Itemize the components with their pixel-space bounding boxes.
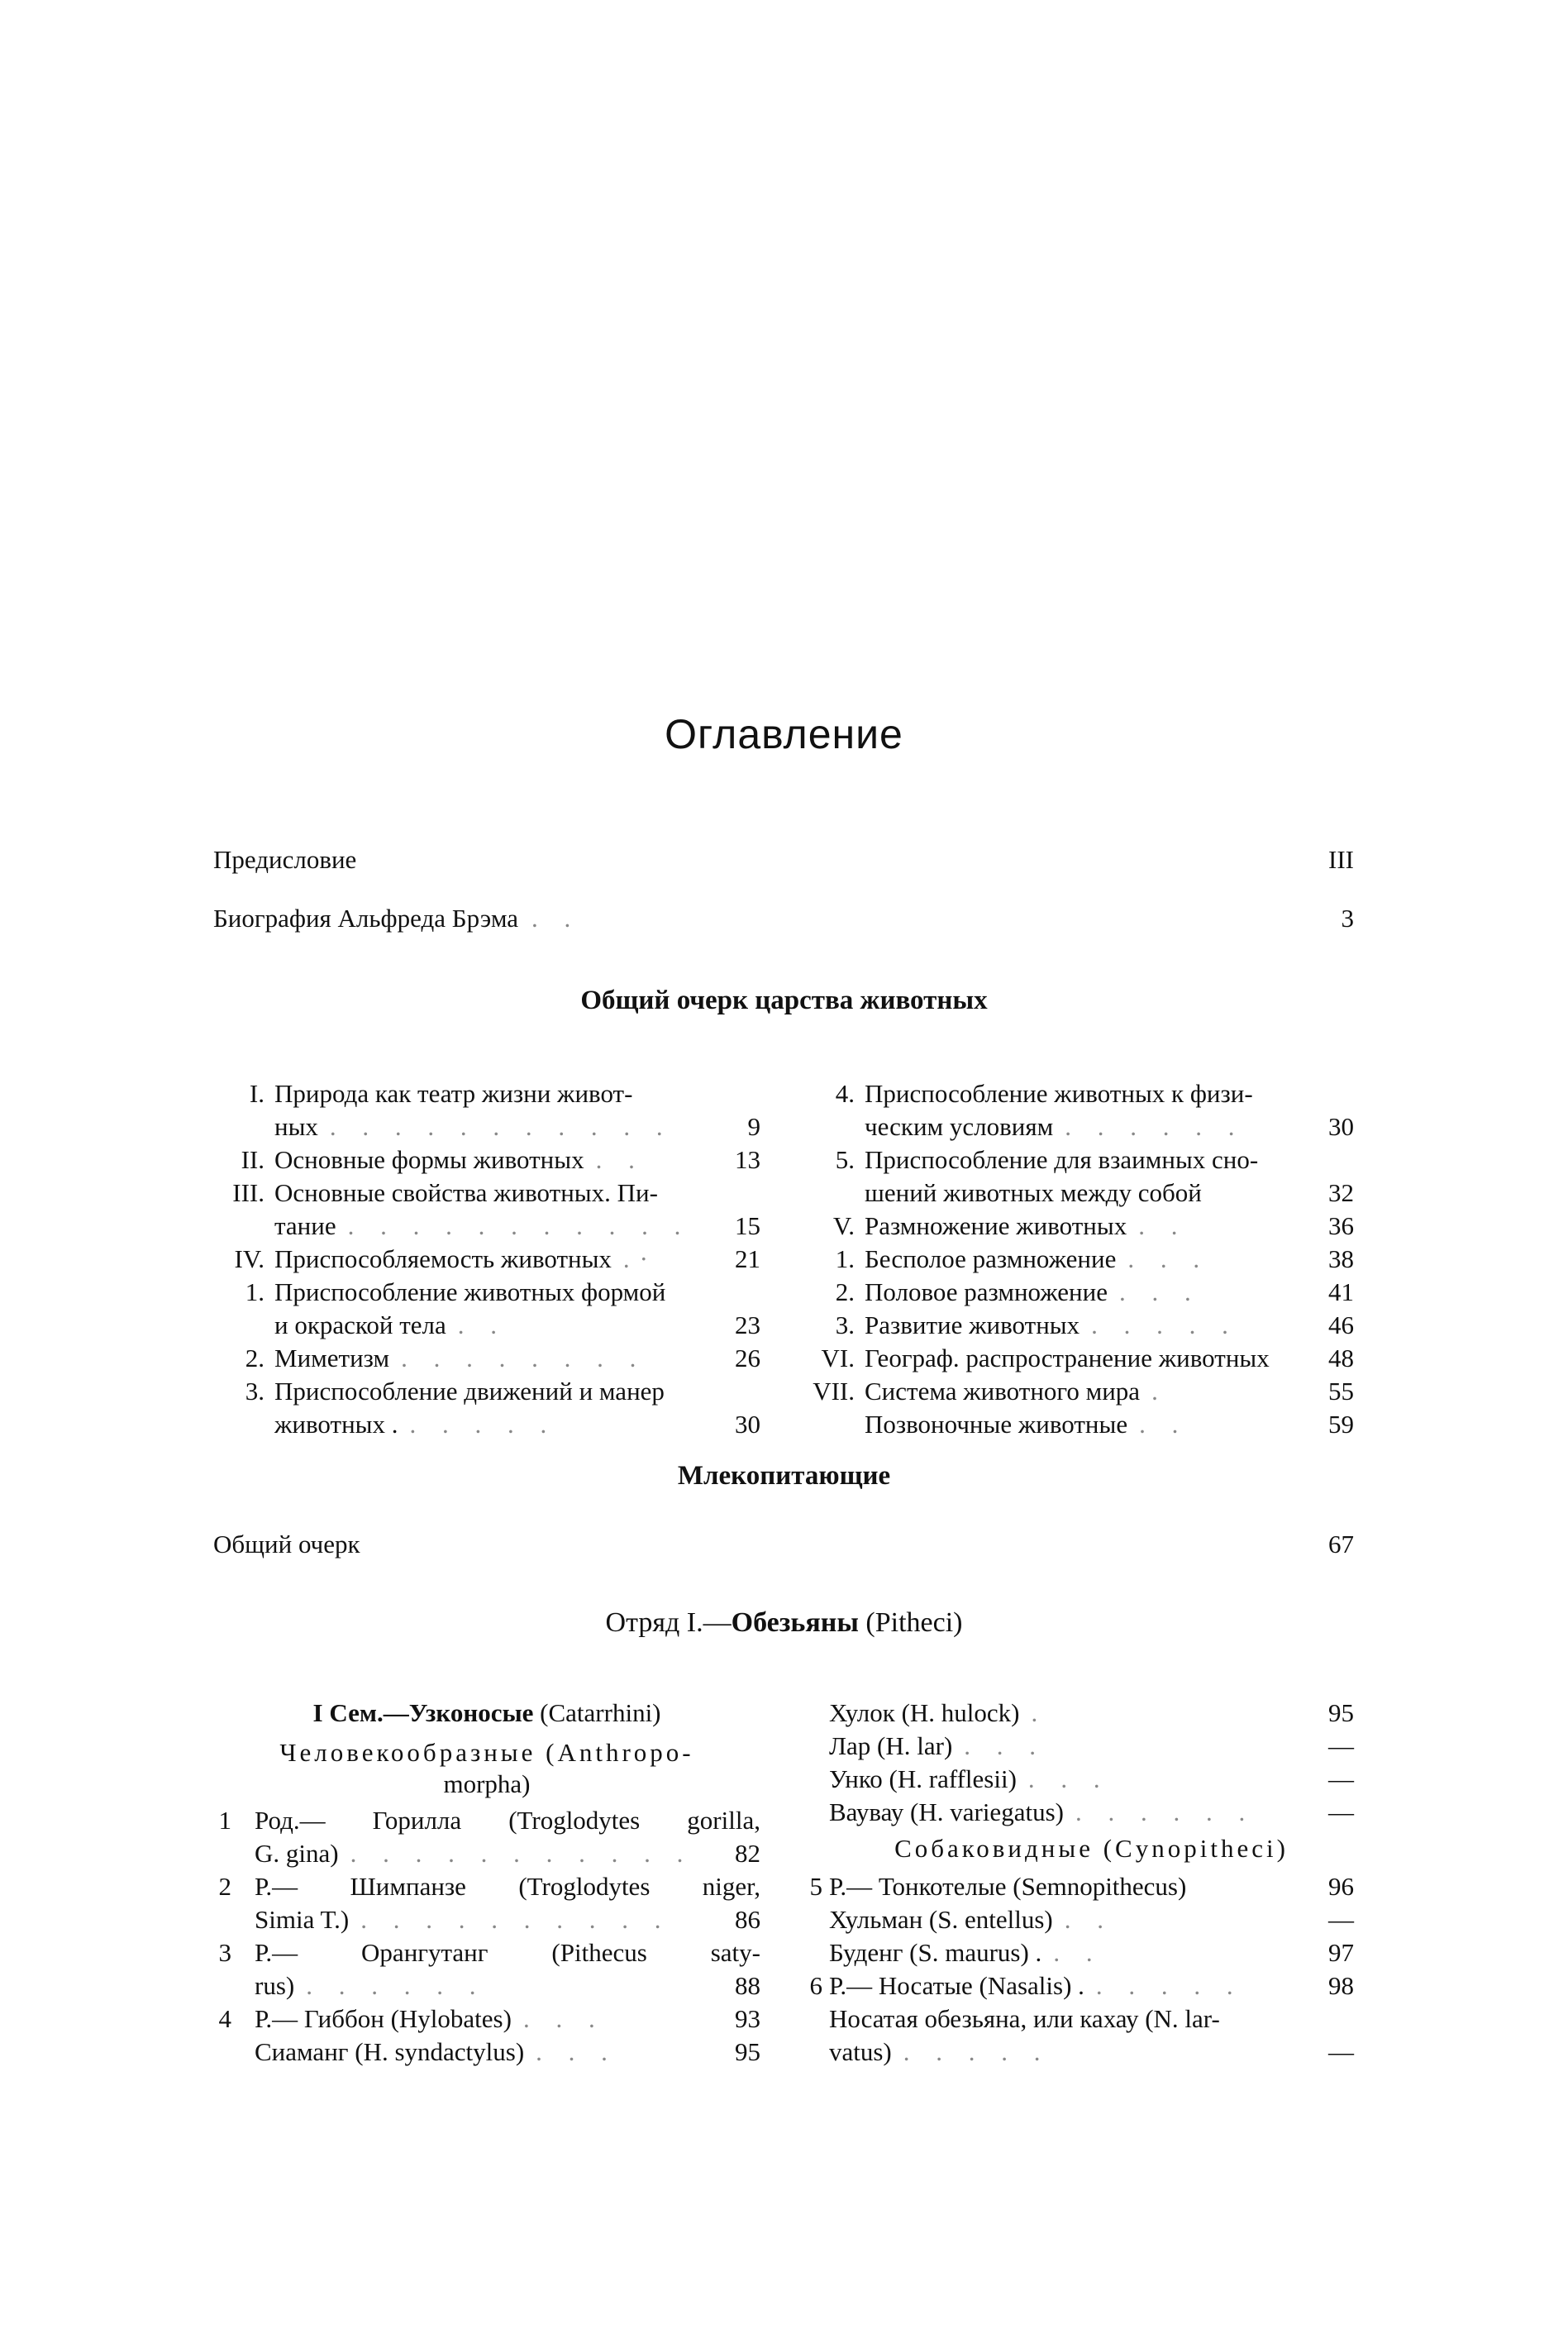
toc-line (806, 2036, 1354, 2069)
entry-text: Географ. распространение животных (865, 1344, 1270, 1372)
entry-page: 95 (735, 2037, 760, 2066)
entry-number: 1. (245, 1277, 265, 1306)
entry-text-wrap (274, 1309, 507, 1342)
leader-dots: . . . . . . . . . . (360, 1905, 671, 1934)
entry-text-wrap (865, 1276, 1201, 1309)
entry-text: Приспособление животных к физи- (865, 1079, 1253, 1108)
entry-page: — (1328, 1731, 1354, 1760)
entry-text-wrap (829, 1697, 1047, 1730)
leader-dots: . . . (1127, 1244, 1210, 1273)
toc-entry-label: Общий очерк (213, 1530, 360, 1559)
entry-text: Миметизм (274, 1344, 390, 1372)
entry-text-wrap (865, 1110, 1244, 1143)
toc-entry-page: 3 (1341, 904, 1354, 933)
entry-text-wrap (865, 1342, 1270, 1375)
toc-line (213, 1870, 760, 1903)
group-heading-anthropomorpha-cont: morpha) (443, 1769, 531, 1798)
toc-line (808, 1177, 1354, 1210)
leader-dots: . . (1138, 1211, 1188, 1240)
entry-text: Приспособление для взаимных сно- (865, 1145, 1259, 1174)
toc-entry-label-wrap (213, 902, 580, 935)
entry-number: I. (249, 1079, 265, 1108)
entry-text: Буденг (S. maurus) . (829, 1938, 1042, 1967)
entry-number: 4. (835, 1079, 855, 1108)
page-title: Оглавление (665, 711, 903, 757)
entry-text: Развитие животных (865, 1310, 1080, 1339)
entry-number: 4 (218, 2004, 231, 2033)
leader-dots: . . . (1027, 1764, 1110, 1793)
toc-line (213, 1110, 760, 1143)
entry-text: Приспособление животных формой (274, 1277, 666, 1306)
leader-dots: . . . . . (903, 2037, 1051, 2066)
entry-number: 5 (809, 1872, 822, 1901)
entry-text-wrap (829, 1730, 1046, 1763)
leader-dots: . . . . . . (1065, 1112, 1245, 1141)
toc-line (806, 1903, 1354, 1936)
toc-entry-label-wrap (213, 843, 356, 876)
entry-number: V. (832, 1211, 855, 1240)
entry-text: Р.— Носатые (Nasalis) . (829, 1971, 1084, 2000)
entry-word: (Troglodytes (508, 1806, 641, 1835)
entry-word: saty- (710, 1938, 760, 1967)
leader-dots: . . . . . . . . . . . (350, 1839, 693, 1868)
entry-page: 93 (735, 2004, 760, 2033)
toc-line (806, 1870, 1354, 1903)
toc-line (213, 1210, 760, 1243)
entry-page: 59 (1328, 1410, 1354, 1439)
leader-dots: . . . (1118, 1277, 1201, 1306)
entry-text: vatus) (829, 2037, 892, 2066)
toc-entry (213, 902, 1354, 938)
entry-text: G. gina) (255, 1839, 339, 1868)
leader-dots: . . (595, 1145, 645, 1174)
leader-dots: . . (1139, 1410, 1189, 1439)
section1-left-column (213, 1077, 760, 1441)
leader-dots: . . . . . . . . . . . (347, 1211, 691, 1240)
entry-text: Приспособление движений и манер (274, 1377, 665, 1406)
entry-number: 6 (809, 1971, 822, 2000)
entry-text-justified (255, 1936, 760, 1969)
toc-line (808, 1210, 1354, 1243)
leader-dots: . (1151, 1377, 1168, 1406)
entry-page: 26 (735, 1344, 760, 1372)
toc-line (806, 1969, 1354, 2002)
entry-page: 36 (1328, 1211, 1354, 1240)
entry-text: Приспособляемость животных (274, 1244, 612, 1273)
entry-number: VII. (813, 1377, 855, 1406)
entry-text-justified (255, 1870, 760, 1903)
gibbon-species-list (829, 1697, 1354, 1829)
entry-word: gorilla, (687, 1806, 760, 1835)
toc-line (808, 1276, 1354, 1309)
entry-text-wrap (829, 1969, 1243, 2002)
leader-dots: . . . (964, 1731, 1046, 1760)
leader-dots: . . . . . . . . . . . (329, 1112, 673, 1141)
toc-line (213, 1276, 760, 1309)
toc-line (213, 2002, 760, 2036)
entry-text-wrap (829, 2002, 1220, 2036)
toc-entry (213, 843, 1354, 880)
toc-line (829, 1796, 1354, 1829)
toc-entry-label: Биография Альфреда Брэма (213, 904, 519, 933)
entry-page: — (1328, 1764, 1354, 1793)
entry-page: 41 (1328, 1277, 1354, 1306)
entry-text-wrap (829, 1763, 1110, 1796)
entry-page: 13 (735, 1145, 760, 1174)
entry-text-wrap (829, 1936, 1103, 1969)
entry-number: 3 (218, 1938, 231, 1967)
family-name: Узконосые (408, 1698, 534, 1727)
entry-text-wrap (829, 1796, 1255, 1829)
entry-page: 96 (1328, 1872, 1354, 1901)
toc-line (808, 1077, 1354, 1110)
entry-number: 5. (835, 1145, 855, 1174)
entry-text-wrap (274, 1375, 665, 1408)
leader-dots: . . . . . . . . (401, 1344, 646, 1372)
leader-dots: .· (622, 1244, 658, 1273)
entry-page: 21 (735, 1244, 760, 1273)
toc-line (829, 1697, 1354, 1730)
toc-line (213, 1969, 760, 2002)
entry-number: VI. (821, 1344, 855, 1372)
entry-text: Ваувау (H. variegatus) (829, 1797, 1064, 1826)
entry-text-wrap (274, 1143, 645, 1177)
section-heading-general-overview: Общий очерк царства животных (580, 986, 988, 1015)
leader-dots: . . . (536, 2037, 617, 2066)
family-prefix: I Сем.— (312, 1698, 409, 1727)
entry-page: 95 (1328, 1698, 1354, 1727)
entry-text-wrap (274, 1408, 556, 1441)
toc-line (213, 1077, 760, 1110)
entry-text-wrap (274, 1210, 690, 1243)
entry-text-wrap (255, 1837, 693, 1870)
toc-line (213, 2036, 760, 2069)
leader-dots: . . (531, 904, 581, 933)
entry-page: 46 (1328, 1310, 1354, 1339)
entry-word: Род.— (255, 1806, 326, 1835)
entry-text: Сиаманг (H. syndactylus) (255, 2037, 525, 2066)
toc-line (213, 1177, 760, 1210)
entry-text-wrap (255, 2002, 605, 2036)
entry-text: Simia T.) (255, 1905, 350, 1934)
entry-text: ных (274, 1112, 318, 1141)
toc-line (808, 1408, 1354, 1441)
toc-line (808, 1309, 1354, 1342)
entry-text-wrap (865, 1177, 1202, 1210)
toc-entry-label: Предисловие (213, 845, 357, 874)
entry-number: 2 (218, 1872, 231, 1901)
toc-line (808, 1375, 1354, 1408)
toc-line (806, 1936, 1354, 1969)
entry-page: 23 (735, 1310, 760, 1339)
entry-text: rus) (255, 1971, 295, 2000)
entry-word: Орангутанг (361, 1938, 489, 1967)
entry-number: 1 (218, 1806, 231, 1835)
toc-line (806, 2002, 1354, 2036)
leader-dots: . . (1064, 1905, 1113, 1934)
entry-page: 97 (1328, 1938, 1354, 1967)
entry-page: — (1328, 2037, 1354, 2066)
section2-left-column (213, 1697, 760, 2069)
entry-page: 88 (735, 1971, 760, 2000)
toc-entry-page: 67 (1328, 1530, 1354, 1559)
entry-text-wrap (865, 1408, 1188, 1441)
toc-line (213, 1309, 760, 1342)
entry-text-wrap (274, 1276, 665, 1309)
entry-text-wrap (865, 1143, 1258, 1177)
entry-text: Унко (H. rafflesii) (829, 1764, 1017, 1793)
entry-text-wrap (865, 1375, 1168, 1408)
entry-text-wrap (274, 1243, 658, 1276)
entry-number: 3. (245, 1377, 265, 1406)
entry-page: 82 (735, 1839, 760, 1868)
entry-text: Хулок (H. hulock) (829, 1698, 1020, 1727)
toc-line (829, 1730, 1354, 1763)
entry-text: Носатая обезьяна, или кахау (N. lar- (829, 2004, 1220, 2033)
entry-text-wrap (829, 1870, 1186, 1903)
entry-text-wrap (255, 1969, 485, 2002)
entry-text-wrap (274, 1177, 658, 1210)
toc-line (213, 1936, 760, 1969)
entry-text-wrap (274, 1342, 646, 1375)
entry-page: 38 (1328, 1244, 1354, 1273)
entry-page: 30 (735, 1410, 760, 1439)
entry-text: животных . (274, 1410, 398, 1439)
section1-right-column (808, 1077, 1354, 1441)
section-heading-mammals: Млекопитающие (677, 1461, 891, 1491)
entry-word: Р.— (255, 1872, 298, 1901)
entry-text: Основные свойства животных. Пи- (274, 1178, 658, 1207)
entry-word: Р.— (255, 1938, 298, 1967)
toc-entry-page: III (1328, 845, 1354, 874)
entry-text: шений животных между собой (865, 1178, 1202, 1207)
leader-dots: . . . . . . (1075, 1797, 1256, 1826)
entry-text: Р.— Тонкотелые (Semnopithecus) (829, 1872, 1187, 1901)
toc-line (213, 1837, 760, 1870)
entry-text: Половое размножение (865, 1277, 1108, 1306)
section2-right-entries (806, 1870, 1354, 2069)
leader-dots: . . . . . (409, 1410, 557, 1439)
toc-line (213, 1243, 760, 1276)
entry-page: 30 (1328, 1112, 1354, 1141)
leader-dots: . . (1053, 1938, 1103, 1967)
entry-page: 15 (735, 1211, 760, 1240)
section2-right-column (809, 1697, 1354, 2069)
entry-text: Р.— Гиббон (Hylobates) (255, 2004, 512, 2033)
entry-text-wrap (829, 1903, 1113, 1936)
leader-dots: . . . . . (1091, 1310, 1238, 1339)
entry-text-wrap (274, 1077, 632, 1110)
entry-word: niger, (702, 1872, 760, 1901)
entry-text-wrap (829, 2036, 1051, 2069)
section2-left-entries (213, 1804, 760, 2069)
entry-word: (Troglodytes (518, 1872, 651, 1901)
entry-number: 1. (835, 1244, 855, 1273)
entry-number: IV. (234, 1244, 265, 1273)
toc-line (213, 1408, 760, 1441)
entry-page: 55 (1328, 1377, 1354, 1406)
entry-page: — (1328, 1797, 1354, 1826)
group-heading-cynopitheci: Собаковидные (Cynopitheci) (894, 1834, 1289, 1863)
entry-page: 98 (1328, 1971, 1354, 2000)
group-heading-anthropomorpha: Человекообразные (Anthropo- (279, 1738, 694, 1767)
entry-text: Лар (H. lar) (829, 1731, 953, 1760)
leader-dots: . . . . . . (306, 1971, 486, 2000)
entry-word: Шимпанзе (350, 1872, 466, 1901)
entry-text: Бесполое размножение (865, 1244, 1117, 1273)
leader-dots: . . . . . (1095, 1971, 1243, 2000)
entry-text-wrap (255, 1903, 671, 1936)
entry-number: II. (241, 1145, 265, 1174)
entry-text: Размножение животных (865, 1211, 1127, 1240)
order-heading (0, 1606, 1568, 1640)
toc-line (808, 1143, 1354, 1177)
entry-text: Основные формы животных (274, 1145, 584, 1174)
leader-dots: . (1031, 1698, 1048, 1727)
entry-text-wrap (865, 1243, 1209, 1276)
entry-text: тание (274, 1211, 336, 1240)
entry-page: 86 (735, 1905, 760, 1934)
toc-line (808, 1342, 1354, 1375)
entry-text-justified (255, 1804, 760, 1837)
entry-word: Горилла (372, 1806, 462, 1835)
entry-number: 2. (835, 1277, 855, 1306)
toc-line (213, 1804, 760, 1837)
leader-dots: . . (457, 1310, 508, 1339)
entry-text: Позвоночные животные (865, 1410, 1128, 1439)
entry-text: и окраской тела (274, 1310, 446, 1339)
toc-line (213, 1342, 760, 1375)
toc-line (808, 1110, 1354, 1143)
entry-text-wrap (865, 1309, 1238, 1342)
entry-text-wrap (865, 1077, 1253, 1110)
family-latin: (Catarrhini) (540, 1698, 661, 1727)
entry-number: 2. (245, 1344, 265, 1372)
entry-text-wrap (255, 2036, 617, 2069)
entry-text-wrap (274, 1110, 673, 1143)
entry-number: 3. (835, 1310, 855, 1339)
toc-line (213, 1143, 760, 1177)
entry-page: — (1328, 1905, 1354, 1934)
entry-page: 48 (1328, 1344, 1354, 1372)
entry-text: ческим условиям (865, 1112, 1054, 1141)
entry-page: 9 (747, 1112, 760, 1141)
toc-line (808, 1243, 1354, 1276)
toc-line (213, 1903, 760, 1936)
order-name: Обезьяны (731, 1607, 859, 1638)
toc-entry-general-mammals (213, 1528, 1354, 1564)
toc-line (213, 1375, 760, 1408)
toc-line (829, 1763, 1354, 1796)
order-prefix: Отряд I.— (605, 1607, 732, 1638)
entry-text: Система животного мира (865, 1377, 1141, 1406)
family-heading (213, 1697, 760, 1731)
entry-text: Природа как театр жизни живот- (274, 1079, 633, 1108)
entry-text: Хульман (S. entellus) (829, 1905, 1053, 1934)
entry-page: 32 (1328, 1178, 1354, 1207)
order-latin: (Pitheci) (865, 1607, 963, 1638)
leader-dots: . . . (522, 2004, 605, 2033)
entry-number: III. (232, 1178, 265, 1207)
entry-text-wrap (865, 1210, 1187, 1243)
entry-word: (Pithecus (551, 1938, 647, 1967)
